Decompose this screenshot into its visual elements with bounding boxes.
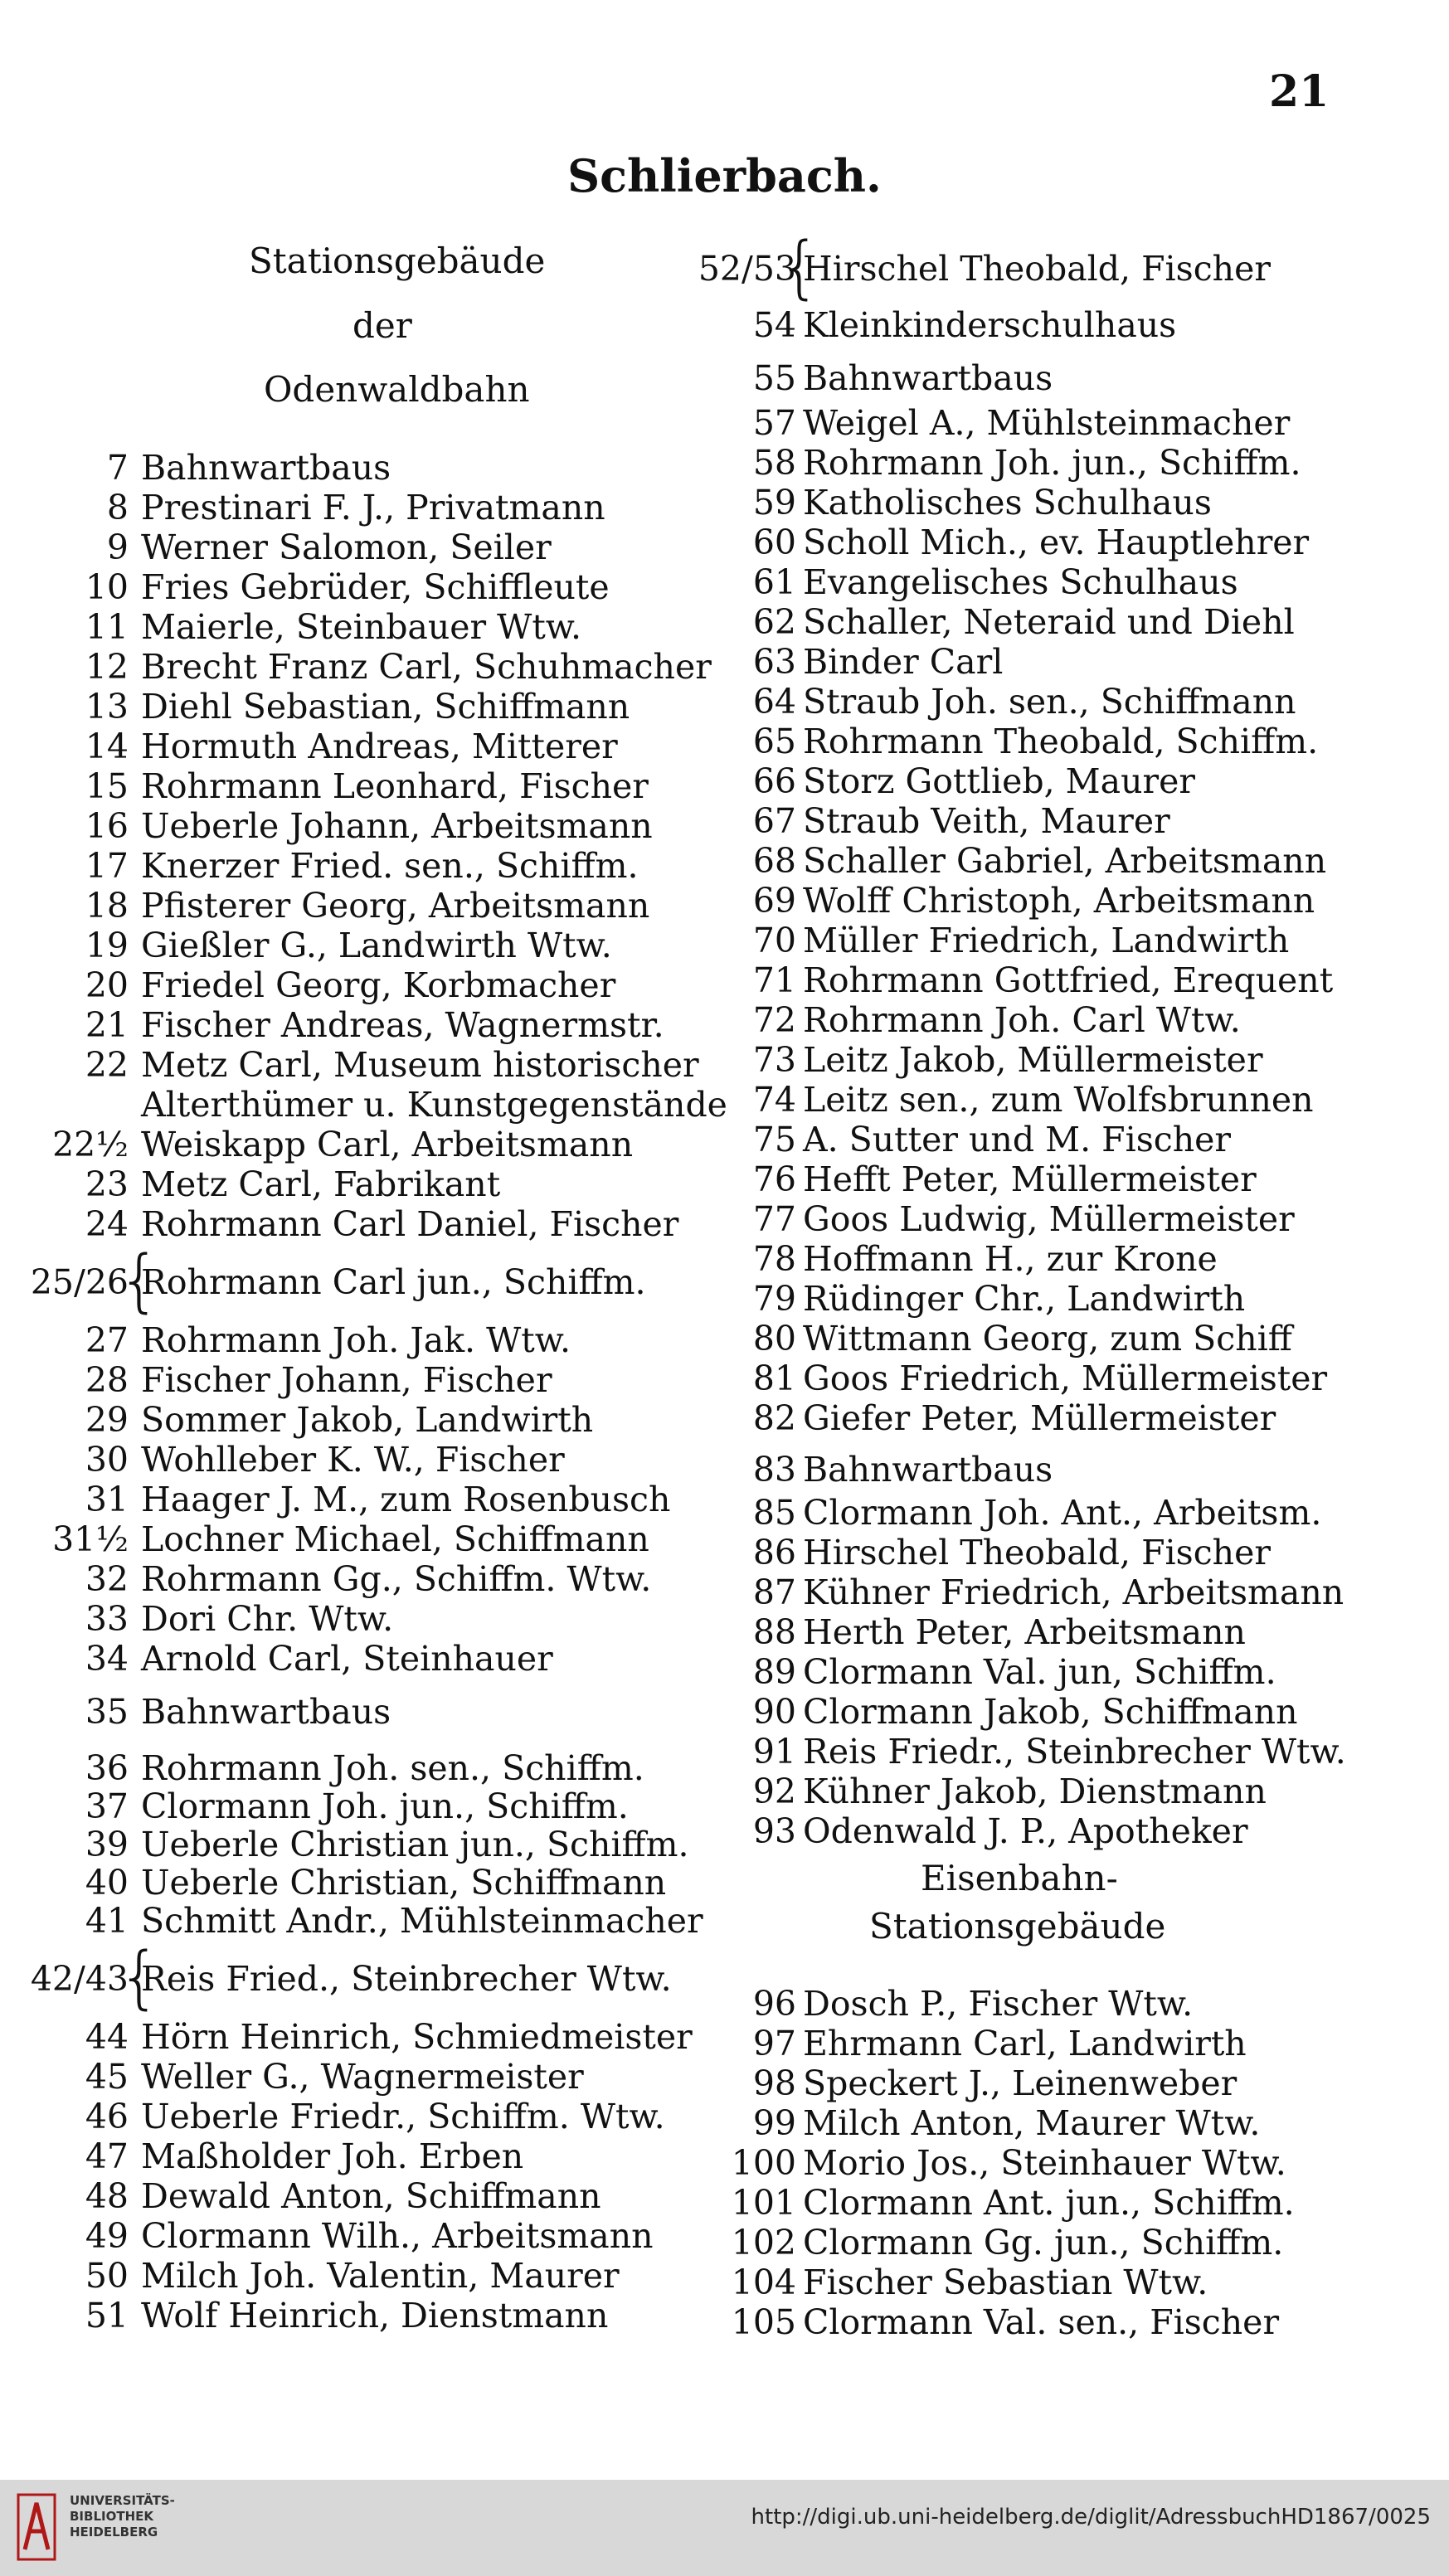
footer-bar <box>0 2480 1449 2576</box>
resident-name: Rohrmann Gottfried, Erequent <box>803 960 1334 1000</box>
resident-name: Hefft Peter, Müllermeister <box>803 1159 1257 1199</box>
resident-name: Alterthümer u. Kunstgegenstände <box>141 1085 727 1125</box>
section-heading: Odenwaldbahn <box>264 369 530 410</box>
house-number: 45 <box>85 2057 129 2097</box>
house-number: 10 <box>85 567 129 607</box>
resident-name: Milch Anton, Maurer Wtw. <box>803 2103 1261 2143</box>
directory-entry <box>0 926 713 965</box>
directory-entry <box>713 1612 1449 1652</box>
resident-name: Leitz Jakob, Müllermeister <box>803 1040 1263 1080</box>
house-number: 29 <box>85 1400 129 1440</box>
house-number: 86 <box>752 1533 796 1572</box>
directory-entry <box>0 2057 713 2097</box>
directory-entry <box>713 2143 1449 2183</box>
house-number: 92 <box>752 1772 796 1811</box>
house-number: 12 <box>85 647 129 687</box>
house-number: 91 <box>752 1732 796 1772</box>
resident-name: Müller Friedrich, Landwirth <box>803 921 1290 960</box>
directory-entry <box>713 2063 1449 2103</box>
house-number: 51 <box>85 2296 129 2335</box>
resident-name: Clormann Joh. Ant., Arbeitsm. <box>803 1493 1322 1533</box>
directory-entry <box>713 1811 1449 1851</box>
resident-name: Schaller Gabriel, Arbeitsmann <box>803 841 1327 881</box>
house-number: 48 <box>85 2176 129 2216</box>
directory-entry <box>0 1901 713 1941</box>
resident-name: Hörn Heinrich, Schmiedmeister <box>141 2017 693 2057</box>
resident-name: Bahnwartbaus <box>141 1692 391 1732</box>
resident-name: Fischer Sebastian Wtw. <box>803 2263 1208 2302</box>
house-number: 8 <box>106 488 129 527</box>
resident-name: Fischer Johann, Fischer <box>141 1360 552 1400</box>
directory-entry <box>713 1652 1449 1692</box>
directory-entry <box>713 2302 1449 2342</box>
resident-name: Clormann Jakob, Schiffmann <box>803 1692 1298 1732</box>
resident-name: Ueberle Friedr., Schiffm. Wtw. <box>141 2097 665 2136</box>
resident-name: Straub Veith, Maurer <box>803 801 1170 841</box>
directory-entry <box>0 1005 713 1045</box>
resident-name: Wittmann Georg, zum Schiff <box>803 1319 1292 1358</box>
directory-entry <box>0 1242 713 1320</box>
directory-entry <box>713 2103 1449 2143</box>
directory-entry <box>713 2263 1449 2302</box>
directory-entry <box>0 1559 713 1599</box>
house-number: 18 <box>85 886 129 926</box>
resident-name: Clormann Val. sen., Fischer <box>803 2302 1280 2342</box>
library-name-line: HEIDELBERG <box>70 2525 158 2540</box>
directory-entry <box>0 527 713 567</box>
directory-entry <box>713 1358 1449 1398</box>
house-number: 25/26 <box>30 1262 129 1302</box>
house-number: 19 <box>85 926 129 965</box>
house-number: 16 <box>85 806 129 846</box>
directory-entry <box>0 1863 713 1903</box>
house-number: 104 <box>731 2263 796 2302</box>
house-number: 81 <box>752 1358 796 1398</box>
resident-name: Ueberle Christian jun., Schiffm. <box>141 1825 689 1864</box>
resident-name: Kühner Friedrich, Arbeitsmann <box>803 1572 1344 1612</box>
directory-entry <box>0 766 713 806</box>
resident-name: Lochner Michael, Schiffmann <box>141 1519 649 1559</box>
resident-name: Clormann Gg. jun., Schiffm. <box>803 2223 1284 2263</box>
directory-entry <box>0 1519 713 1559</box>
house-number: 42/43 <box>30 1959 129 1999</box>
resident-name: Katholisches Schulhaus <box>803 483 1212 522</box>
resident-name: Evangelisches Schulhaus <box>803 562 1238 602</box>
resident-name: Sommer Jakob, Landwirth <box>141 1400 594 1440</box>
resident-name: Dosch P., Fischer Wtw. <box>803 1984 1194 2024</box>
house-number: 101 <box>731 2183 796 2223</box>
directory-entry <box>713 602 1449 642</box>
resident-name: Weller G., Wagnermeister <box>141 2057 584 2097</box>
directory-entry <box>713 403 1449 443</box>
house-number: 63 <box>752 642 796 682</box>
house-number: 47 <box>85 2136 129 2176</box>
source-url-link[interactable]: http://digi.ub.uni-heidelberg.de/diglit/AdressbuchHD1867/0025 <box>751 2505 1431 2530</box>
house-number: 87 <box>752 1572 796 1612</box>
house-number: 41 <box>85 1901 129 1941</box>
directory-entry <box>0 1320 713 1360</box>
directory-entry <box>713 881 1449 921</box>
resident-name: Maßholder Joh. Erben <box>141 2136 524 2176</box>
directory-entry <box>0 2097 713 2136</box>
resident-name: Straub Joh. sen., Schiffmann <box>803 682 1296 722</box>
place-title: Schlierbach. <box>567 149 882 202</box>
house-number: 21 <box>85 1005 129 1045</box>
house-number: 27 <box>85 1320 129 1360</box>
resident-name: Hirschel Theobald, Fischer <box>803 249 1271 289</box>
resident-name: Arnold Carl, Steinhauer <box>141 1639 553 1679</box>
directory-entry <box>713 1279 1449 1319</box>
resident-name: Wolff Christoph, Arbeitsmann <box>803 881 1315 921</box>
directory-entry <box>0 687 713 727</box>
house-number: 62 <box>752 602 796 642</box>
house-number: 80 <box>752 1319 796 1358</box>
directory-entry <box>0 607 713 647</box>
house-number: 102 <box>731 2223 796 2263</box>
directory-entry <box>713 562 1449 602</box>
directory-entry <box>0 1400 713 1440</box>
house-number: 105 <box>731 2302 796 2342</box>
house-number: 67 <box>752 801 796 841</box>
resident-name: Rohrmann Theobald, Schiffm. <box>803 722 1319 761</box>
resident-name: Haager J. M., zum Rosenbusch <box>141 1480 671 1519</box>
house-number: 13 <box>85 687 129 727</box>
library-name-line: UNIVERSITÄTS- <box>70 2493 175 2508</box>
resident-name: Wohlleber K. W., Fischer <box>141 1440 565 1480</box>
directory-entry <box>713 1239 1449 1279</box>
directory-entry <box>713 522 1449 562</box>
house-number: 64 <box>752 682 796 722</box>
house-number: 72 <box>752 1000 796 1040</box>
directory-entry <box>713 1692 1449 1732</box>
house-number: 46 <box>85 2097 129 2136</box>
house-number: 15 <box>85 766 129 806</box>
resident-name: Schaller, Neteraid und Diehl <box>803 602 1295 642</box>
house-number: 50 <box>85 2256 129 2296</box>
resident-name: Prestinari F. J., Privatmann <box>141 488 605 527</box>
resident-name: Diehl Sebastian, Schiffmann <box>141 687 630 727</box>
resident-name: Giefer Peter, Müllermeister <box>803 1398 1276 1438</box>
resident-name: Goos Friedrich, Müllermeister <box>803 1358 1328 1398</box>
house-number: 76 <box>752 1159 796 1199</box>
resident-name: Dewald Anton, Schiffmann <box>141 2176 601 2216</box>
page-number: 21 <box>1269 66 1330 117</box>
house-number: 66 <box>752 761 796 801</box>
directory-entry <box>0 647 713 687</box>
resident-name: Herth Peter, Arbeitsmann <box>803 1612 1246 1652</box>
house-number: 28 <box>85 1360 129 1400</box>
house-number: 89 <box>752 1652 796 1692</box>
directory-entry <box>713 443 1449 483</box>
house-number: 96 <box>752 1984 796 2024</box>
resident-name: Leitz sen., zum Wolfsbrunnen <box>803 1080 1314 1120</box>
house-number: 69 <box>752 881 796 921</box>
house-number: 37 <box>85 1786 129 1826</box>
directory-entry <box>0 1639 713 1679</box>
directory-entry <box>0 727 713 766</box>
directory-entry <box>0 1440 713 1480</box>
resident-name: Rohrmann Carl Daniel, Fischer <box>141 1204 679 1244</box>
resident-name: Rohrmann Joh. jun., Schiffm. <box>803 443 1301 483</box>
section-heading: der <box>353 305 412 346</box>
library-name-line: BIBLIOTHEK <box>70 2509 153 2524</box>
house-number: 90 <box>752 1692 796 1732</box>
directory-entry <box>713 1199 1449 1239</box>
directory-entry <box>0 1085 727 1125</box>
resident-name: Binder Carl <box>803 642 1004 682</box>
resident-name: Rohrmann Joh. Jak. Wtw. <box>141 1320 571 1360</box>
directory-entry <box>713 1040 1449 1080</box>
resident-name: Metz Carl, Fabrikant <box>141 1164 501 1204</box>
resident-name: Bahnwartbaus <box>141 448 391 488</box>
directory-entry <box>0 1692 713 1732</box>
house-number: 7 <box>106 448 129 488</box>
house-number: 55 <box>752 358 796 398</box>
directory-entry <box>713 841 1449 881</box>
directory-entry <box>0 448 713 488</box>
house-number: 85 <box>752 1493 796 1533</box>
resident-name: Storz Gottlieb, Maurer <box>803 761 1195 801</box>
house-number: 35 <box>85 1692 129 1732</box>
house-number: 99 <box>752 2103 796 2143</box>
resident-name: Weiskapp Carl, Arbeitsmann <box>141 1125 634 1164</box>
resident-name: Pfisterer Georg, Arbeitsmann <box>141 886 650 926</box>
house-number: 11 <box>85 607 129 647</box>
section-heading: Stationsgebäude <box>869 1906 1166 1947</box>
directory-entry <box>0 1164 713 1204</box>
directory-entry <box>0 2216 713 2256</box>
directory-entry <box>0 2136 713 2176</box>
directory-entry <box>0 806 713 846</box>
section-heading: Eisenbahn- <box>921 1858 1118 1898</box>
house-number: 60 <box>752 522 796 562</box>
section-heading: Stationsgebäude <box>249 241 546 281</box>
directory-entry <box>0 2017 713 2057</box>
house-number: 36 <box>85 1748 129 1788</box>
house-number: 98 <box>752 2063 796 2103</box>
house-number: 33 <box>85 1599 129 1639</box>
directory-entry <box>0 1938 713 2017</box>
resident-name: Clormann Wilh., Arbeitsmann <box>141 2216 654 2256</box>
house-number: 58 <box>752 443 796 483</box>
directory-entry <box>0 1825 713 1864</box>
directory-entry <box>0 846 713 886</box>
directory-entry <box>0 1125 713 1164</box>
directory-entry <box>713 1080 1449 1120</box>
resident-name: Hormuth Andreas, Mitterer <box>141 727 618 766</box>
resident-name: Hirschel Theobald, Fischer <box>803 1533 1271 1572</box>
house-number: 70 <box>752 921 796 960</box>
house-number: 74 <box>752 1080 796 1120</box>
resident-name: Rohrmann Gg., Schiffm. Wtw. <box>141 1559 652 1599</box>
directory-entry <box>713 1000 1449 1040</box>
resident-name: Ehrmann Carl, Landwirth <box>803 2024 1247 2063</box>
resident-name: Rüdinger Chr., Landwirth <box>803 1279 1246 1319</box>
resident-name: Knerzer Fried. sen., Schiffm. <box>141 846 639 886</box>
house-number: 54 <box>752 305 796 345</box>
house-number: 77 <box>752 1199 796 1239</box>
house-number: 52/53 <box>698 249 796 289</box>
house-number: 93 <box>752 1811 796 1851</box>
directory-entry <box>713 722 1449 761</box>
directory-entry <box>0 1748 713 1788</box>
resident-name: Dori Chr. Wtw. <box>141 1599 394 1639</box>
house-number: 34 <box>85 1639 129 1679</box>
house-number: 14 <box>85 727 129 766</box>
resident-name: Clormann Joh. jun., Schiffm. <box>141 1786 629 1826</box>
directory-entry <box>713 1159 1449 1199</box>
resident-name: Reis Friedr., Steinbrecher Wtw. <box>803 1732 1346 1772</box>
directory-entry <box>713 1732 1449 1772</box>
house-number: 24 <box>85 1204 129 1244</box>
directory-entry <box>0 1204 713 1244</box>
house-number: 65 <box>752 722 796 761</box>
directory-entry <box>0 1786 713 1826</box>
house-number: 49 <box>85 2216 129 2256</box>
house-number: 71 <box>752 960 796 1000</box>
resident-name: Goos Ludwig, Müllermeister <box>803 1199 1295 1239</box>
resident-name: Fischer Andreas, Wagnermstr. <box>141 1005 664 1045</box>
house-number: 20 <box>85 965 129 1005</box>
house-number: 75 <box>752 1120 796 1159</box>
house-number: 78 <box>752 1239 796 1279</box>
resident-name: Werner Salomon, Seiler <box>141 527 552 567</box>
directory-entry <box>0 886 713 926</box>
directory-entry <box>713 1493 1449 1533</box>
house-number: 39 <box>85 1825 129 1864</box>
resident-name: Schmitt Andr., Mühlsteinmacher <box>141 1901 703 1941</box>
library-name <box>70 2493 175 2540</box>
directory-entry <box>0 2176 713 2216</box>
resident-name: Speckert J., Leinenweber <box>803 2063 1237 2103</box>
resident-name: Rohrmann Leonhard, Fischer <box>141 766 649 806</box>
directory-entry <box>713 483 1449 522</box>
resident-name: Scholl Mich., ev. Hauptlehrer <box>803 522 1310 562</box>
house-number: 40 <box>85 1863 129 1903</box>
directory-entry <box>713 642 1449 682</box>
house-number: 57 <box>752 403 796 443</box>
resident-name: Clormann Ant. jun., Schiffm. <box>803 2183 1295 2223</box>
house-number: 100 <box>731 2143 796 2183</box>
directory-entry <box>0 1599 713 1639</box>
resident-name: Milch Joh. Valentin, Maurer <box>141 2256 620 2296</box>
directory-entry <box>713 358 1449 398</box>
house-number: 61 <box>752 562 796 602</box>
resident-name: Odenwald J. P., Apotheker <box>803 1811 1248 1851</box>
directory-entry <box>0 2256 713 2296</box>
resident-name: Rohrmann Joh. Carl Wtw. <box>803 1000 1241 1040</box>
directory-entry <box>713 1984 1449 2024</box>
resident-name: Rohrmann Joh. sen., Schiffm. <box>141 1748 644 1788</box>
house-number: 88 <box>752 1612 796 1652</box>
resident-name: Friedel Georg, Korbmacher <box>141 965 616 1005</box>
house-number: 22 <box>85 1045 129 1085</box>
directory-entry <box>713 2183 1449 2223</box>
resident-name: Maierle, Steinbauer Wtw. <box>141 607 582 647</box>
directory-entry <box>0 1480 713 1519</box>
resident-name: A. Sutter und M. Fischer <box>803 1120 1231 1159</box>
resident-name: Wolf Heinrich, Dienstmann <box>141 2296 609 2335</box>
directory-entry <box>0 2296 713 2335</box>
library-logo-icon <box>17 2491 56 2563</box>
resident-name: Fries Gebrüder, Schiffleute <box>141 567 610 607</box>
directory-entry <box>0 1360 713 1400</box>
house-number: 82 <box>752 1398 796 1438</box>
directory-entry <box>698 228 1449 307</box>
directory-entry <box>713 305 1449 345</box>
directory-entry <box>713 801 1449 841</box>
directory-entry <box>713 1319 1449 1358</box>
resident-name: Rohrmann Carl jun., Schiffm. <box>141 1262 646 1302</box>
resident-name: Ueberle Johann, Arbeitsmann <box>141 806 653 846</box>
resident-name: Ueberle Christian, Schiffmann <box>141 1863 667 1903</box>
resident-name: Bahnwartbaus <box>803 358 1053 398</box>
directory-entry <box>713 2223 1449 2263</box>
directory-entry <box>713 960 1449 1000</box>
directory-entry <box>0 1045 713 1085</box>
resident-name: Weigel A., Mühlsteinmacher <box>803 403 1291 443</box>
resident-name: Clormann Val. jun, Schiffm. <box>803 1652 1276 1692</box>
house-number: 44 <box>85 2017 129 2057</box>
resident-name: Morio Jos., Steinhauer Wtw. <box>803 2143 1286 2183</box>
resident-name: Hoffmann H., zur Krone <box>803 1239 1218 1279</box>
house-number: 79 <box>752 1279 796 1319</box>
grouping-brace-icon: { <box>118 1938 162 2017</box>
house-number: 83 <box>752 1450 796 1490</box>
directory-entry <box>713 1120 1449 1159</box>
resident-name: Bahnwartbaus <box>803 1450 1053 1490</box>
directory-entry <box>713 1572 1449 1612</box>
house-number: 68 <box>752 841 796 881</box>
resident-name: Metz Carl, Museum historischer <box>141 1045 699 1085</box>
house-number: 31½ <box>52 1519 129 1559</box>
grouping-brace-icon: { <box>778 228 822 307</box>
directory-entry <box>713 1772 1449 1811</box>
house-number: 30 <box>85 1440 129 1480</box>
directory-entry <box>713 1450 1449 1490</box>
grouping-brace-icon: { <box>118 1242 162 1320</box>
house-number: 97 <box>752 2024 796 2063</box>
directory-entry <box>713 682 1449 722</box>
directory-entry <box>0 965 713 1005</box>
house-number: 9 <box>106 527 129 567</box>
house-number: 31 <box>85 1480 129 1519</box>
directory-entry <box>713 921 1449 960</box>
directory-entry <box>0 567 713 607</box>
house-number: 59 <box>752 483 796 522</box>
resident-name: Kühner Jakob, Dienstmann <box>803 1772 1267 1811</box>
house-number: 32 <box>85 1559 129 1599</box>
house-number: 73 <box>752 1040 796 1080</box>
resident-name: Brecht Franz Carl, Schuhmacher <box>141 647 712 687</box>
directory-entry <box>713 2024 1449 2063</box>
house-number: 17 <box>85 846 129 886</box>
directory-entry <box>713 1398 1449 1438</box>
directory-entry <box>713 761 1449 801</box>
house-number: 22½ <box>52 1125 129 1164</box>
house-number: 23 <box>85 1164 129 1204</box>
directory-entry <box>0 488 713 527</box>
directory-entry <box>713 1533 1449 1572</box>
resident-name: Kleinkinderschulhaus <box>803 305 1177 345</box>
resident-name: Reis Fried., Steinbrecher Wtw. <box>141 1959 672 1999</box>
resident-name: Gießler G., Landwirth Wtw. <box>141 926 612 965</box>
